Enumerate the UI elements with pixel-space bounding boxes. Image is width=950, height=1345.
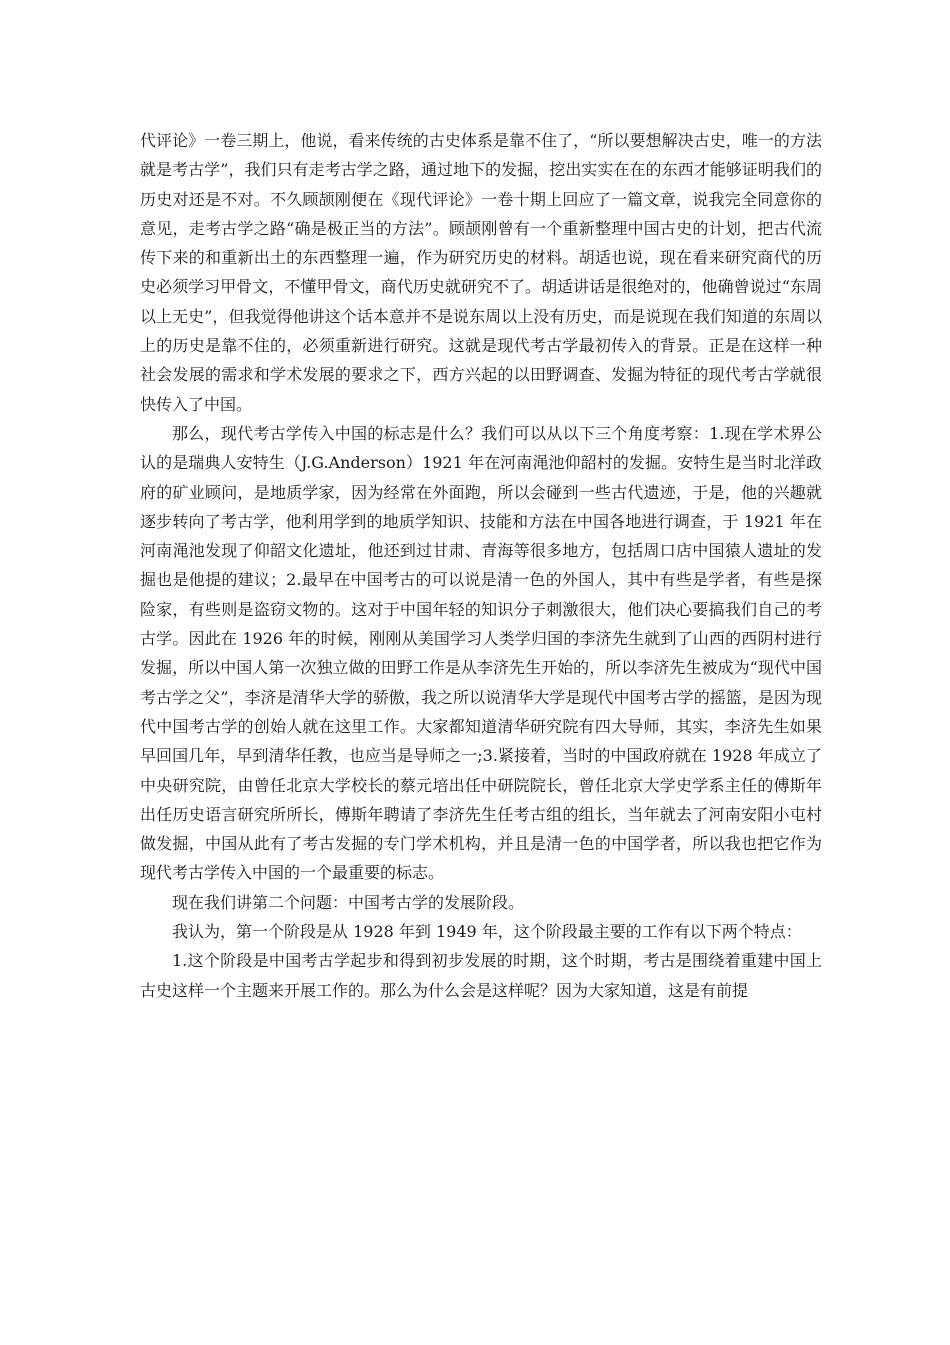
paragraph-archaeology-background: 代评论》一卷三期上，他说，看来传统的古史体系是靠不住了，“所以要想解决古史，唯一的方法就是考古学”，我们只有走考古学之路，通过地下的发掘，挖出实实在在的东西才能够证明我们的历史对还是不对。不久顾颉刚便在《现代评论》一卷十期上回应了一篇文章，说我完全同意你的意见，走考古学之路“确是极正当的方法”。顾颉刚曾有一个重新整理中国古史的计划，把古代流传下来的和重新出土的东西整理一遍，作为研究历史的材料。胡适也说，现在看来研究商代的历史必须学习甲骨文，不懂甲骨文，商代历史就研究不了。胡适讲话是很绝对的，他确曾说过“东周以上无史”，但我觉得他讲这个话本意并不是说东周以上没有历史，而是说现在我们知道的东周以上的历史是靠不住的，必须重新进行研究。这就是现代考古学最初传入的背景。正是在这样一种社会发展的需求和学术发展的要求之下，西方兴起的以田野调查、发掘为特征的现代考古学就很快传入了中国。 bbox=[140, 131, 822, 414]
paragraph-introduction-markers: 那么，现代考古学传入中国的标志是什么？我们可以从以下三个角度考察：1.现在学术界公认的是瑞典人安特生（J.G.Anderson）1921 年在河南渑池仰韶村的发掘。安特生是当时北洋政府的矿业顾问，是地质学家，因为经常在外面跑，所以会碰到一些古代遗迹，于是，他的兴趣就逐步转向了考古学，他利用学到的地质学知识、技能和方法在中国各地进行调查，于 1921 年在河南渑池发现了仰韶文化遗址，他还到过甘肃、青海等很多地方，包括周口店中国猿人遗址的发掘也是他提的建议；2.最早在中国考古的可以说是清一色的外国人，其中有些是学者，有些是探险家，有些则是盗窃文物的。这对于中国年轻的知识分子刺激很大，他们决心要搞我们自己的考古学。因此在 1926 年的时候，刚刚从美国学习人类学归国的李济先生就到了山西的西阴村进行发掘，所以中国人第一次独立做的田野工作是从李济先生开始的，所以李济先生被成为“现代中国考古学之父”，李济是清华大学的骄傲，我之所以说清华大学是现代中国考古学的摇篮，是因为现代中国考古学的创始人就在这里工作。大家都知道清华研究院有四大导师，其实，李济先生如果早回国几年，早到清华任教，也应当是导师之一;3.紧接着，当时的中国政府就在 1928 年成立了中央研究院，由曾任北京大学校长的蔡元培出任中研院院长，曾任北京大学史学系主任的傅斯年出任历史语言研究所所长，傅斯年聘请了李济先生任考古组的组长，当年就去了河南安阳小屯村做发掘，中国从此有了考古发掘的专门学术机构，并且是清一色的中国学者，所以我也把它作为现代考古学传入中国的一个最重要的标志。 bbox=[140, 423, 822, 883]
paragraph-stage-feature-one: 1.这个阶段是中国考古学起步和得到初步发展的时期，这个时期，考古是围绕着重建中国上古史这样一个主题来开展工作的。那么为什么会是这样呢？因为大家知道，这是有前提 bbox=[140, 951, 822, 1000]
document-body bbox=[140, 126, 822, 1005]
paragraph-second-question: 现在我们讲第二个问题：中国考古学的发展阶段。 bbox=[172, 892, 525, 912]
paragraph-first-stage: 我认为，第一个阶段是从 1928 年到 1949 年，这个阶段最主要的工作有以下两个特点： bbox=[172, 922, 802, 942]
